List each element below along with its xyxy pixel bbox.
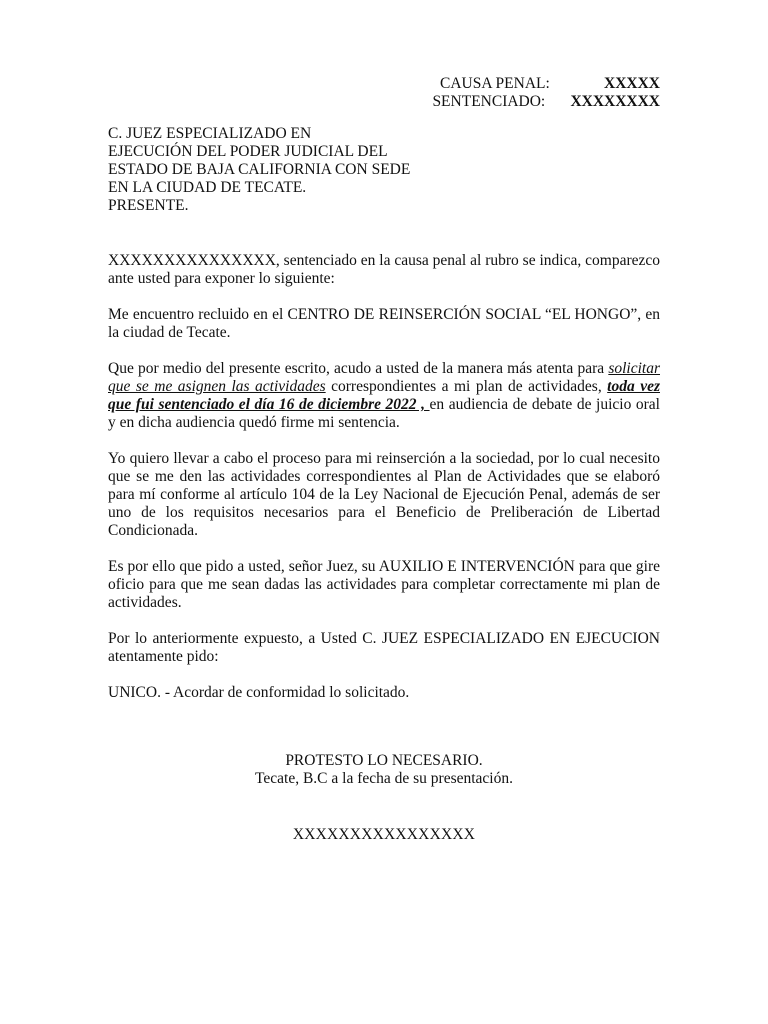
addressee-line: EJECUCIÓN DEL PODER JUDICIAL DEL <box>108 143 388 160</box>
causa-penal-row <box>432 75 660 93</box>
addressee-line: PRESENTE. <box>108 197 189 214</box>
letter-body <box>108 252 660 720</box>
addressee-line: EN LA CIUDAD DE TECATE. <box>108 179 307 196</box>
sentenciado-label: SENTENCIADO: <box>432 93 546 110</box>
closing-block <box>108 752 660 788</box>
causa-penal-label: CAUSA PENAL: <box>440 75 550 92</box>
paragraph-location: Me encuentro recluido en el CENTRO DE REINSERCIÓN SOCIAL “EL HONGO”, en la ciudad de Tecate. <box>108 306 660 341</box>
addressee-line: C. JUEZ ESPECIALIZADO EN <box>108 125 312 142</box>
causa-penal-value: XXXXX <box>604 75 660 92</box>
request-emphasis: solicitar que se me asignen las actividades <box>108 360 660 395</box>
paragraph-intro: XXXXXXXXXXXXXXX, sentenciado en la causa penal al rubro se indica, comparezco ante usted para exponer lo siguiente: <box>108 252 660 287</box>
sentenciado-value: XXXXXXXX <box>570 93 660 110</box>
case-header <box>432 75 660 111</box>
paragraph-reinsertion: Yo quiero llevar a cabo el proceso para mi reinserción a la sociedad, por lo cual necesito que se me den las actividades correspondientes al Plan de Actividades que se elaboró para mí conforme al artículo 104 de la Ley Nacional de Ejecución Penal, además de ser uno de los requisitos necesarios para el Beneficio de Preliberación de Libertad Condicionada. <box>108 450 660 539</box>
sentence-date-emphasis: toda vez que fui sentenciado el día 16 de diciembre 2022 , <box>108 378 660 413</box>
closing-place-date: Tecate, B.C a la fecha de su presentación. <box>255 770 513 787</box>
signature-name: XXXXXXXXXXXXXXXX <box>292 826 476 843</box>
addressee-line: ESTADO DE BAJA CALIFORNIA CON SEDE <box>108 161 411 178</box>
paragraph-unico: UNICO. - Acordar de conformidad lo solicitado. <box>108 684 410 701</box>
request-text-c: correspondientes a mi plan de actividades, <box>325 378 608 395</box>
paragraph-request <box>108 360 660 432</box>
addressee-block <box>108 125 410 215</box>
request-text-e: en audiencia de debate de juicio oral y en dicha audiencia quedó firme mi sentencia. <box>108 396 660 431</box>
request-text-a: Que por medio del presente escrito, acudo a usted de la manera más atenta para <box>108 360 609 377</box>
paragraph-auxilio: Es por ello que pido a usted, señor Juez, su AUXILIO E INTERVENCIÓN para que gire oficio para que me sean dadas las actividades para completar correctamente mi plan de actividades. <box>108 558 660 611</box>
sentenciado-row <box>432 93 660 111</box>
paragraph-petition: Por lo anteriormente expuesto, a Usted C. JUEZ ESPECIALIZADO EN EJECUCION atentamente pido: <box>108 630 660 665</box>
closing-protesto: PROTESTO LO NECESARIO. <box>285 752 483 769</box>
